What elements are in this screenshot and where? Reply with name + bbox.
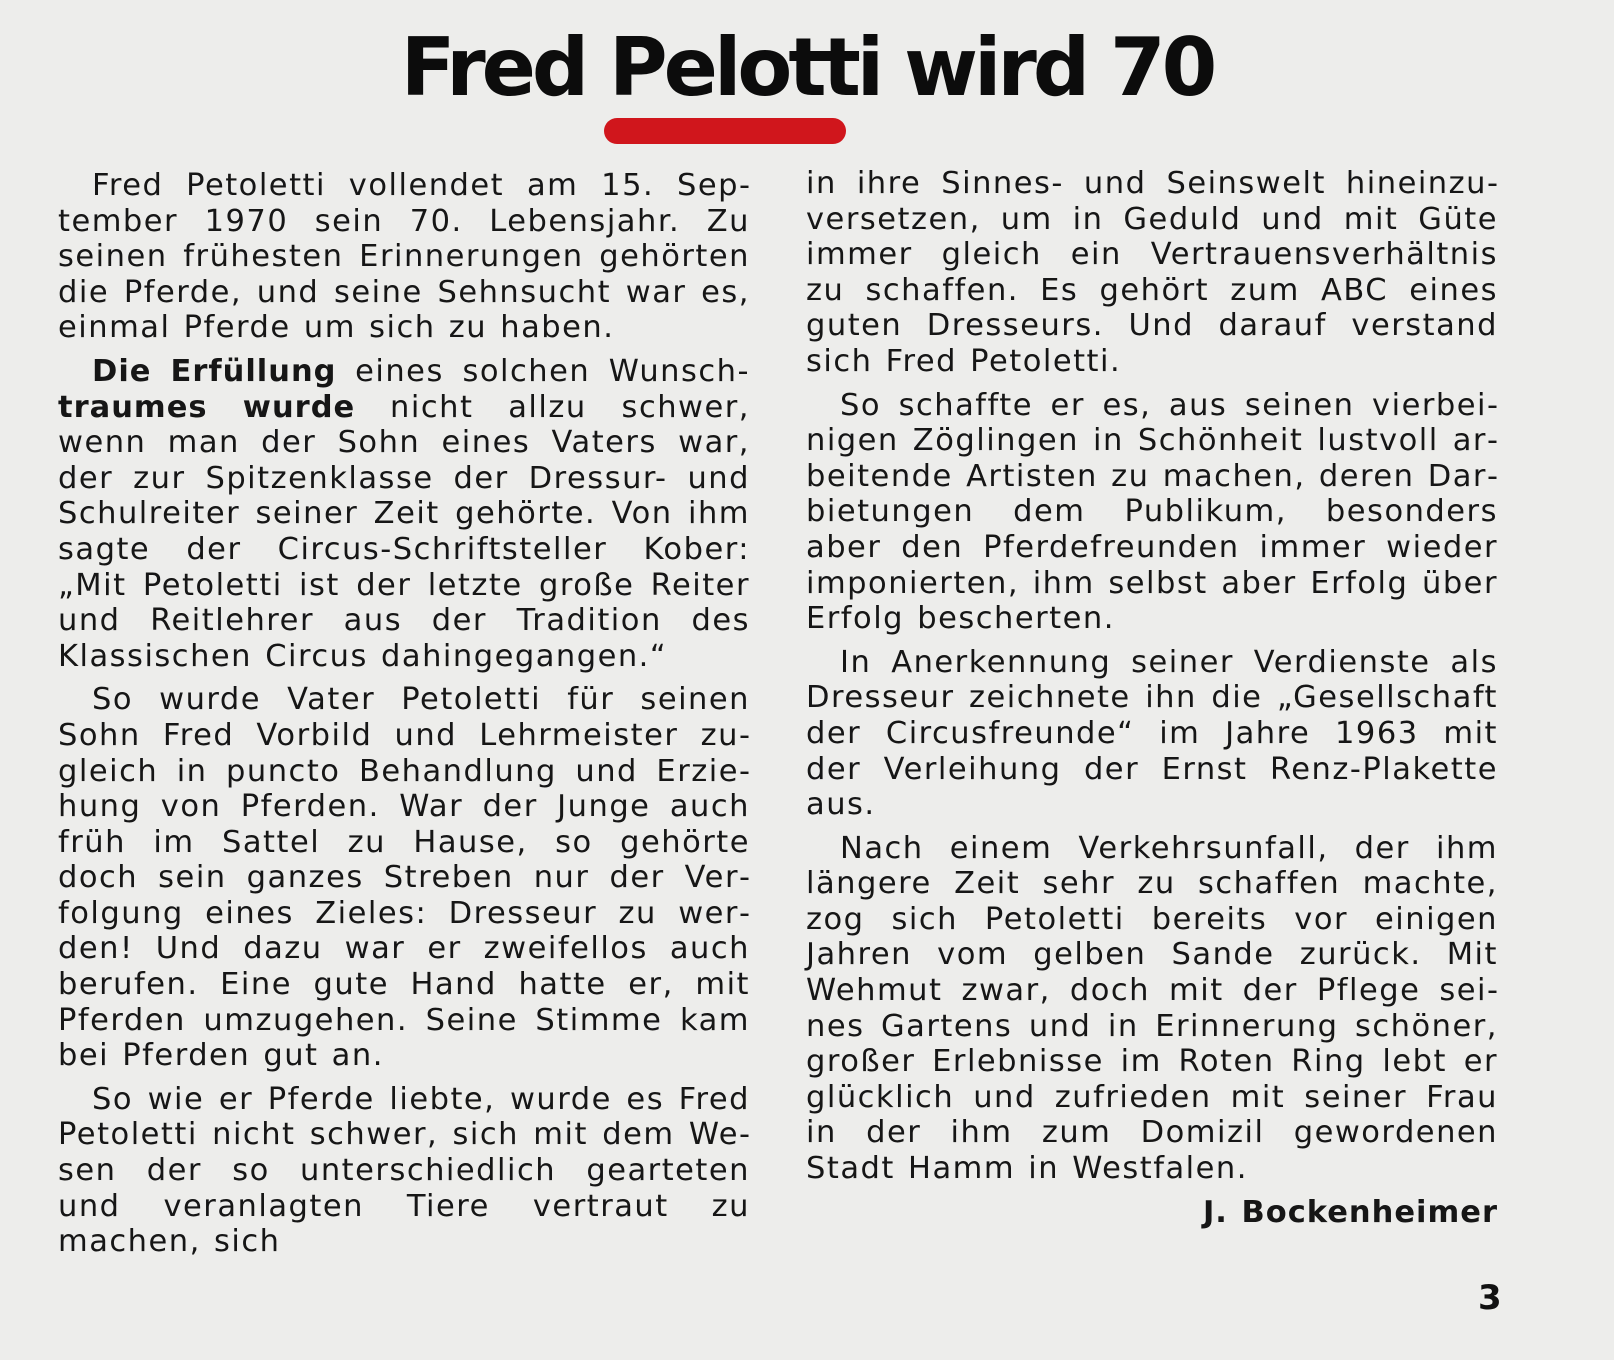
bold-run: Die Erfüllung bbox=[92, 353, 337, 389]
text-run: eines solchen Wunsch- bbox=[336, 353, 750, 389]
paragraph: In Anerkennung seiner Verdienste als Dresseur zeichnete ihn die „Gesellschaft der Circusfreunde“ im Jahre 1963 mit der Verleihung der Ernst Renz-Plakette aus. bbox=[806, 644, 1498, 823]
author-signature: J. Bockenheimer bbox=[1202, 1194, 1498, 1230]
paragraph bbox=[58, 354, 750, 674]
paragraph: Nach einem Verkehrsunfall, der ihm längere Zeit sehr zu schaffen machte, zog sich Petoletti bereits vor einigen Jahren vom gelben Sande zurück. Mit Wehmut zwar, doch mit der Pflege seines Gartens und in Erinnerung schöner, großer Erlebnisse im Roten Ring lebt er glücklich und zufrieden mit seiner Frau in der ihm zum Domizil gewordenen Stadt Hamm in Westfalen. bbox=[806, 830, 1498, 1187]
red-highlight-underline bbox=[604, 118, 846, 144]
paragraph: So wie er Pferde liebte, wurde es Fred Petoletti nicht schwer, sich mit dem Wesen der so unterschiedlich gearteten und veranlagten Tiere vertraut zu machen, sich bbox=[58, 1081, 750, 1260]
right-column bbox=[806, 166, 1498, 1238]
page-number: 3 bbox=[1478, 1278, 1502, 1318]
left-column bbox=[58, 168, 750, 1268]
text-run: nicht allzu schwer, wenn man der Sohn eines Vaters war, der zur Spitzenklasse der Dressur- und Schulreiter seiner Zeit gehörte. Von ihm sagte der Circus-Schriftsteller Kober: „Mit Petoletti ist der letzte große Reiter und Reitlehrer aus der Tradition des Klassischen Circus dahingegangen.“ bbox=[58, 389, 750, 674]
paragraph: So wurde Vater Petoletti für seinen Sohn Fred Vorbild und Lehrmeister zugleich in puncto Behandlung und Erziehung von Pferden. War der Junge auch früh im Sattel zu Hause, so gehörte doch sein ganzes Streben nur der Verfolgung eines Zieles: Dresseur zu werden! Und dazu war er zweifellos auch berufen. Eine gute Hand hatte er, mit Pferden umzugehen. Seine Stimme kam bei Pferden gut an. bbox=[58, 682, 750, 1074]
article-title: Fred Pelotti wird 70 bbox=[400, 21, 1214, 114]
paragraph: in ihre Sinnes- und Seinswelt hineinzuversetzen, um in Geduld und mit Güte immer gleich ein Vertrauensverhältnis zu schaffen. Es gehört zum ABC eines guten Dresseurs. Und darauf verstand sich Fred Petoletti. bbox=[806, 166, 1498, 379]
bold-run: traumes wurde bbox=[58, 389, 356, 425]
paragraph: Fred Petoletti vollendet am 15. September 1970 sein 70. Lebensjahr. Zu seinen frühesten Erinnerungen gehörten die Pferde, und seine Sehnsucht war es, einmal Pferde um sich zu haben. bbox=[58, 168, 750, 346]
paragraph: So schaffte er es, aus seinen vierbeinigen Zöglingen in Schönheit lustvoll arbeitende Artisten zu machen, deren Darbietungen dem Publikum, besonders aber den Pferdefreunden immer wieder imponierten, ihm selbst aber Erfolg über Erfolg bescherten. bbox=[806, 387, 1498, 637]
